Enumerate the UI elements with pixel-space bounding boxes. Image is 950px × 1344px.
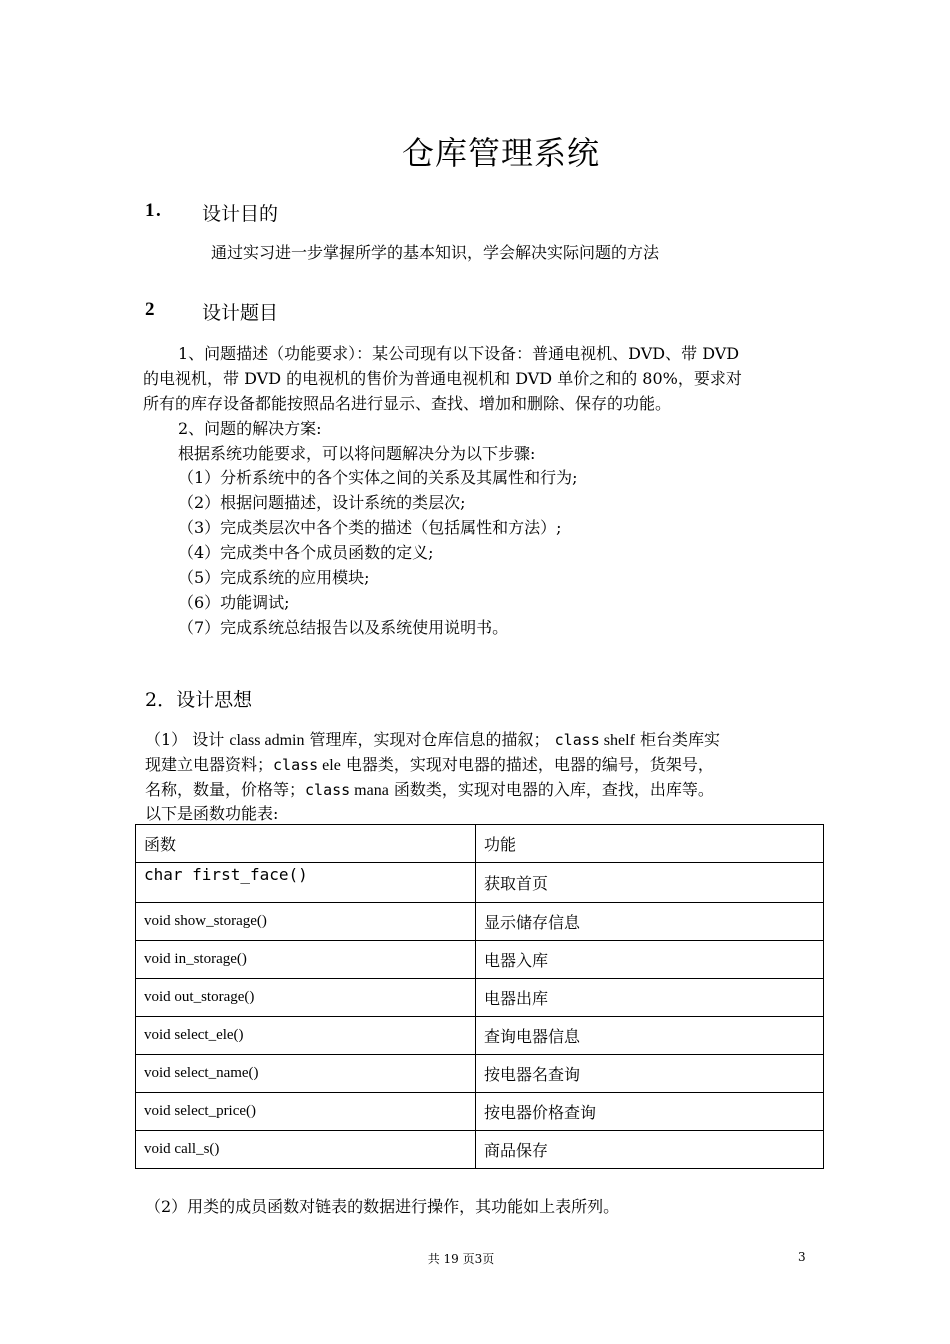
function-desc-cell: 显示储存信息 — [476, 903, 824, 941]
step-item: （6）功能调试; — [178, 593, 290, 612]
table-row — [136, 863, 824, 903]
paragraph-line: 根据系统功能要求，可以将问题解决分为以下步骤: — [178, 444, 536, 463]
function-name-cell: void out_storage() — [136, 979, 476, 1017]
text-run: 现建立电器资料； — [145, 755, 274, 774]
section-1-body: 通过实习进一步掌握所学的基本知识，学会解决实际问题的方法 — [211, 243, 660, 262]
page-title: 仓库管理系统 — [401, 134, 600, 172]
code-term: class — [305, 781, 351, 799]
code-term: class — [554, 731, 600, 749]
design-paragraph-line — [145, 752, 714, 775]
closing-paragraph: （2）用类的成员函数对链表的数据进行操作，其功能如上表所列。 — [145, 1197, 620, 1216]
code-term: class — [273, 756, 319, 774]
function-desc-cell: 查询电器信息 — [476, 1017, 824, 1055]
table-header-cell: 函数 — [136, 825, 476, 863]
text-run: 名称，数量，价格等； — [145, 780, 306, 799]
code-term: class admin — [229, 732, 305, 749]
function-desc-cell: 商品保存 — [476, 1131, 824, 1169]
text-run: （1） 设计 — [145, 730, 230, 749]
function-name-cell: void select_name() — [136, 1055, 476, 1093]
paragraph-line: 1、问题描述（功能要求）：某公司现有以下设备：普通电视机、DVD、带 DVD — [178, 344, 740, 363]
table-row — [136, 1131, 824, 1169]
table-row — [136, 979, 824, 1017]
page-count-footer: 共 19 页3页 — [427, 1252, 495, 1266]
function-name-cell: char first_face() — [136, 863, 476, 903]
function-desc-cell: 电器出库 — [476, 979, 824, 1017]
code-term: shelf — [599, 732, 635, 749]
section-1-dot: . — [156, 200, 161, 221]
text-run: 函数类，实现对电器的入库，查找，出库等。 — [388, 780, 714, 799]
table-row — [136, 1093, 824, 1131]
function-desc-cell: 按电器名查询 — [476, 1055, 824, 1093]
step-item: （1）分析系统中的各个实体之间的关系及其属性和行为; — [178, 468, 578, 487]
step-item: （4）完成类中各个成员函数的定义; — [178, 543, 434, 562]
table-row — [136, 1017, 824, 1055]
function-desc-cell: 获取首页 — [476, 863, 824, 903]
paragraph-line: 2、问题的解决方案: — [178, 419, 322, 438]
table-header-cell: 功能 — [476, 825, 824, 863]
text-run: 管理库，实现对仓库信息的描叙； — [304, 730, 555, 749]
section-2-title: 设计题目 — [202, 302, 279, 324]
step-item: （2）根据问题描述，设计系统的类层次; — [178, 493, 466, 512]
section-3-heading: 2．设计思想 — [145, 689, 253, 711]
table-row — [136, 903, 824, 941]
function-name-cell: void call_s() — [136, 1131, 476, 1169]
section-2-number: 2 — [145, 299, 155, 320]
function-name-cell: void select_price() — [136, 1093, 476, 1131]
function-desc-cell: 按电器价格查询 — [476, 1093, 824, 1131]
table-row — [136, 941, 824, 979]
design-paragraph-line — [145, 727, 720, 750]
page-number: 3 — [798, 1250, 806, 1264]
function-name-cell: void in_storage() — [136, 941, 476, 979]
table-intro: 以下是函数功能表: — [145, 804, 279, 823]
function-table — [135, 824, 824, 1169]
function-name-cell: void select_ele() — [136, 1017, 476, 1055]
text-run: 电器类，实现对电器的描述，电器的编号，货架号， — [340, 755, 714, 774]
code-term: mana — [350, 782, 389, 799]
paragraph-line: 所有的库存设备都能按照品名进行显示、查找、增加和删除、保存的功能。 — [143, 394, 672, 413]
table-header-row — [136, 825, 824, 863]
text-run: 柜台类库实 — [634, 730, 720, 749]
code-term: ele — [318, 757, 341, 774]
section-1-number: 1 — [145, 200, 155, 221]
function-name-cell: void show_storage() — [136, 903, 476, 941]
step-item: （7）完成系统总结报告以及系统使用说明书。 — [178, 618, 509, 637]
step-item: （5）完成系统的应用模块; — [178, 568, 370, 587]
section-1-title: 设计目的 — [202, 203, 279, 225]
table-row — [136, 1055, 824, 1093]
paragraph-line: 的电视机，带 DVD 的电视机的售价为普通电视机和 DVD 单价之和的 80%，要求对 — [143, 369, 742, 388]
function-desc-cell: 电器入库 — [476, 941, 824, 979]
step-item: （3）完成类层次中各个类的描述（包括属性和方法）; — [178, 518, 562, 537]
design-paragraph-line — [145, 777, 714, 800]
